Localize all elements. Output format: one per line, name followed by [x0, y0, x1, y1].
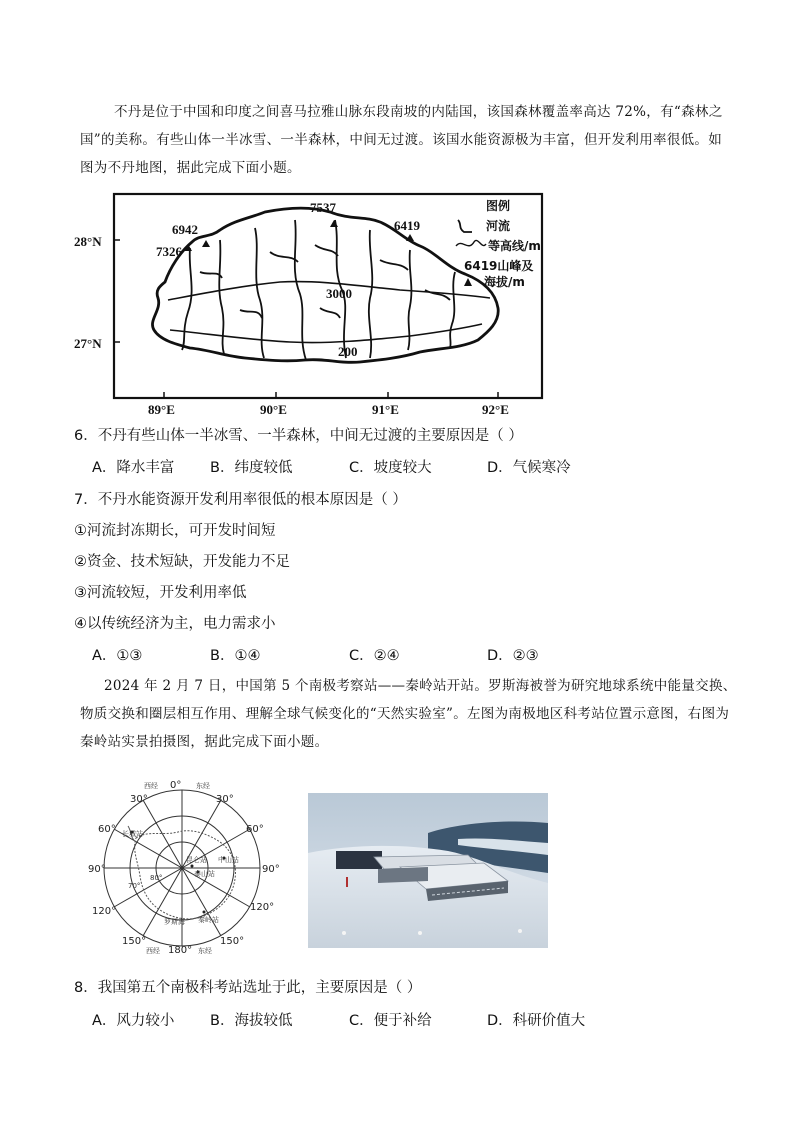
lon-label: 60°	[98, 824, 116, 835]
west-label-bottom: 西经	[146, 947, 160, 954]
peak-legend-icon	[464, 278, 472, 286]
q6-option-c[interactable]: C．坡度较大	[349, 460, 432, 476]
peak-label: 7326	[156, 244, 182, 259]
bhutan-map	[70, 190, 550, 415]
passage-2	[80, 672, 740, 756]
peak-label: 7537	[310, 200, 336, 215]
east-label-top: 东经	[196, 782, 210, 790]
station-qinling: 秦岭站	[198, 916, 219, 924]
label-ross-sea: 罗斯海	[164, 918, 185, 926]
peak-label: 6419	[394, 218, 420, 233]
q6-option-a[interactable]: A．降水丰富	[92, 460, 175, 476]
passage-1-line-3: 图为不丹地图，据此完成下面小题。	[80, 160, 301, 176]
passage-2-line-1: 2024 年 2 月 7 日，中国第 5 个南极考察站——秦岭站开站。罗斯海被誉为研究地球系统中能量交换、	[104, 678, 737, 694]
lon-label: 90°	[262, 864, 280, 875]
legend-contour: 等高线/m	[488, 239, 541, 253]
q7-item-1: ①河流封冻期长，可开发时间短	[74, 523, 276, 539]
q7-item-2: ②资金、技术短缺，开发能力不足	[74, 554, 290, 570]
station-taishan: 泰山站	[194, 870, 215, 878]
q8-option-b[interactable]: B．海拔较低	[210, 1013, 293, 1029]
q7-item-3: ③河流较短，开发利用率低	[74, 585, 247, 601]
lon-label: 60°	[246, 824, 264, 835]
lat-label: 27°N	[74, 336, 102, 351]
q7-option-d[interactable]: D．②③	[487, 648, 539, 664]
q7-item-4: ④以传统经济为主，电力需求小	[74, 616, 276, 632]
lon-label: 91°E	[372, 402, 399, 415]
station-zhongshan: 中山站	[218, 856, 239, 864]
question-6-stem: 6．不丹有些山体一半冰雪、一半森林，中间无过渡的主要原因是（ ）	[74, 428, 523, 444]
lon-label: 120°	[250, 902, 275, 913]
building-dark-block	[336, 851, 382, 869]
peak-label: 6942	[172, 222, 198, 237]
lon-label: 30°	[216, 794, 234, 805]
contour-label: 3000	[326, 286, 352, 301]
lon-label: 90°E	[260, 402, 287, 415]
lon-bottom-180: 180°	[168, 945, 193, 954]
contour-200	[170, 324, 482, 343]
river-legend-icon	[458, 220, 472, 232]
passage-2-line-2: 物质交换和圈层相互作用、理解全球气候变化的“天然实验室”。左图为南极地区科考站位置示意图，右图为	[80, 706, 730, 722]
lat-label: 28°N	[74, 234, 102, 249]
lon-label: 92°E	[482, 402, 509, 415]
legend-peak-1: 6419山峰及	[464, 259, 534, 273]
legend-river: 河流	[486, 219, 511, 233]
question-7-stem: 7．不丹水能资源开发利用率很低的根本原因是（ ）	[74, 492, 407, 508]
passage-1-line-2: 国”的美称。有些山体一半冰雪、一半森林，中间无过渡。该国水能资源极为丰富，但开发利用率很低。如	[80, 132, 722, 148]
lon-label: 30°	[130, 794, 148, 805]
west-label-top: 西经	[144, 782, 158, 790]
lon-label: 120°	[92, 906, 117, 917]
lat-label: 80°	[150, 874, 163, 882]
q8-option-d[interactable]: D．科研价值大	[487, 1013, 586, 1029]
q7-option-a[interactable]: A．①③	[92, 648, 143, 664]
passage-1	[80, 98, 740, 182]
antarctica-polar-map	[88, 776, 288, 954]
passage-1-line-1: 不丹是位于中国和印度之间喜马拉雅山脉东段南坡的内陆国，该国森林覆盖率高达 72%，有“森林之	[114, 104, 723, 120]
qinling-station-photo	[308, 793, 548, 948]
lon-top-0: 0°	[170, 780, 182, 791]
q7-option-b[interactable]: B．①④	[210, 648, 261, 664]
q6-option-b[interactable]: B．纬度较低	[210, 460, 293, 476]
q8-option-c[interactable]: C．便于补给	[349, 1013, 432, 1029]
question-8-stem: 8．我国第五个南极科考站选址于此，主要原因是（ ）	[74, 980, 422, 996]
lon-label: 90°	[88, 864, 106, 875]
q8-option-a[interactable]: A．风力较小	[92, 1013, 175, 1029]
contour-label: 200	[338, 344, 358, 359]
legend-peak-2: 海拔/m	[484, 275, 525, 289]
passage-2-line-3: 秦岭站实景拍摄图，据此完成下面小题。	[80, 734, 329, 750]
station-changcheng: 长城站	[122, 830, 143, 838]
lon-label: 150°	[122, 936, 147, 947]
peak-icon	[330, 220, 338, 227]
lat-label: 70°	[128, 882, 141, 890]
q7-option-c[interactable]: C．②④	[349, 648, 400, 664]
peak-icon	[202, 240, 210, 247]
legend-title: 图例	[486, 199, 511, 213]
q6-option-d[interactable]: D．气候寒冷	[487, 460, 571, 476]
station-kunlun: 昆仑站	[186, 856, 207, 864]
east-label-bottom: 东经	[198, 947, 212, 954]
lon-label: 150°	[220, 936, 245, 947]
lon-label: 89°E	[148, 402, 175, 415]
contour-legend-icon	[456, 240, 486, 246]
